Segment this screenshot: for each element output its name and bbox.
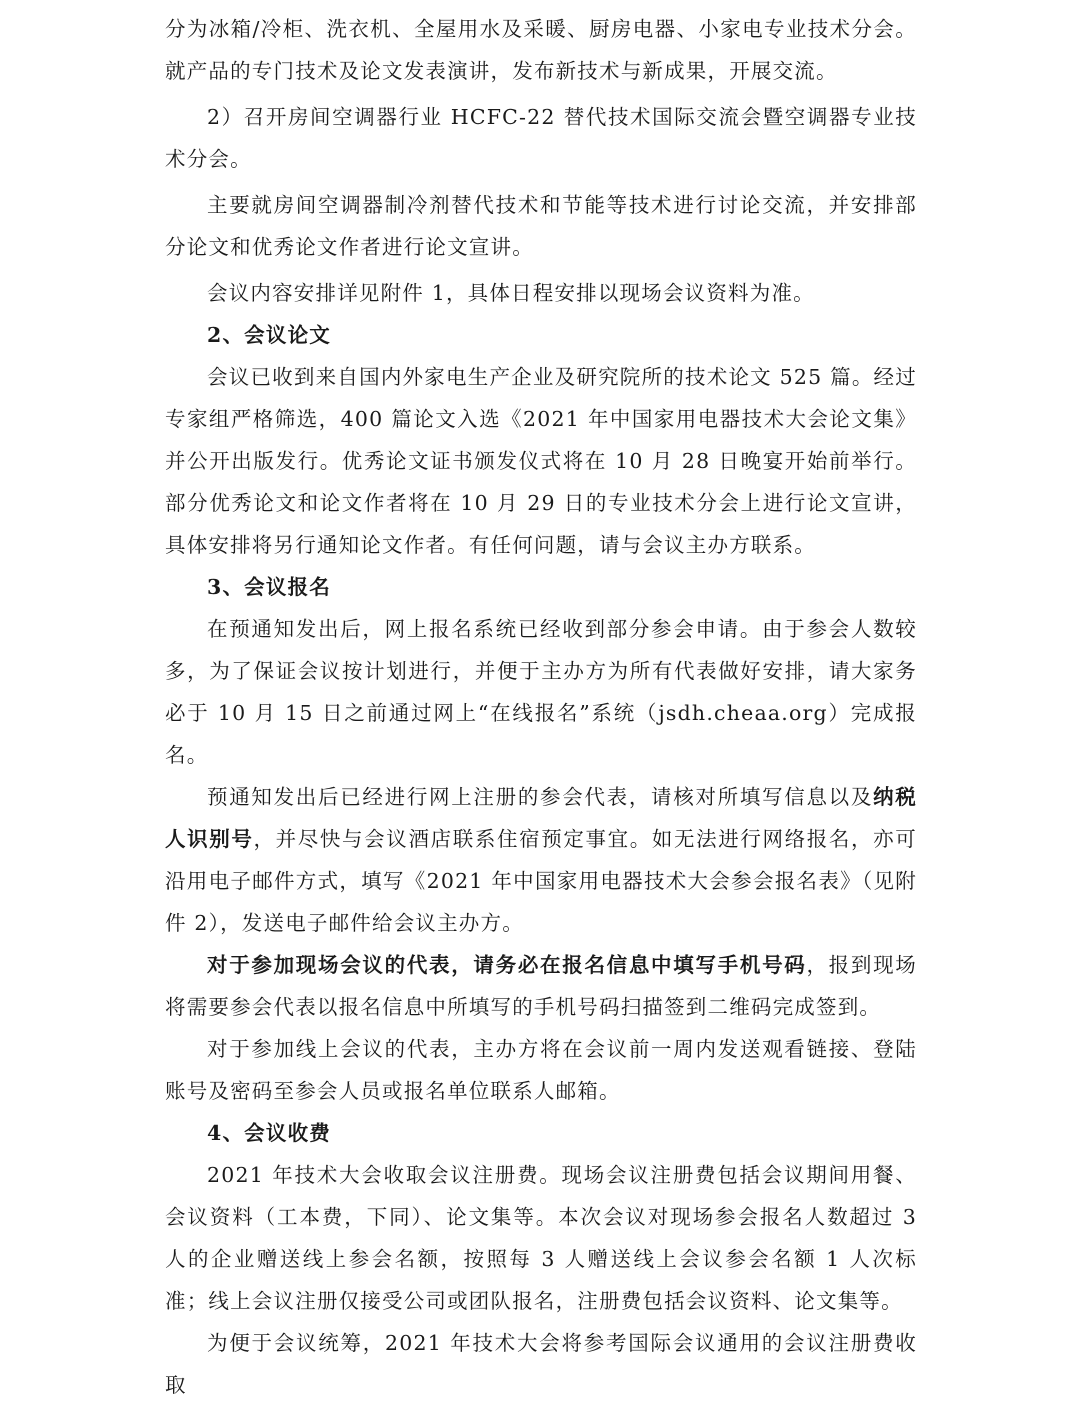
- bold-tax-id: 纳税人识别号: [165, 785, 917, 851]
- paragraph-hcfc22-meeting: 2）召开房间空调器行业 HCFC-22 替代技术国际交流会暨空调器专业技术分会。: [165, 105, 917, 171]
- paragraph-fee-reference: 为便于会议统筹，2021 年技术大会将参考国际会议通用的会议注册费收取: [165, 1331, 917, 1397]
- paragraph-papers: 会议已收到来自国内外家电生产企业及研究院所的技术论文 525 篇。经过专家组严格筛选，400 篇论文入选《2021 年中国家用电器技术大会论文集》并公开出版发行。优秀论文证书颁发仪式将在 10 月 28 日晚宴开始前举行。部分优秀论文和论文作者将在 10 月 29 日的专业技术分会上进行论文宣讲，具体安排将另行通知论文作者。有任何问题，请与会议主办方联系。: [165, 365, 917, 557]
- heading-registration: 3、会议报名: [207, 575, 331, 599]
- text-segment: ，报到现场将需要参会代表以报名信息中所填写的手机号码扫描签到二维码完成签到。: [165, 953, 917, 1019]
- heading-conference-papers: 2、会议论文: [207, 323, 331, 347]
- paragraph-ac-discussion: 主要就房间空调器制冷剂替代技术和节能等技术进行讨论交流，并安排部分论文和优秀论文作者进行论文宣讲。: [165, 193, 917, 259]
- paragraph-agenda-note: 会议内容安排详见附件 1，具体日程安排以现场会议资料为准。: [207, 281, 815, 305]
- paragraph-fees: 2021 年技术大会收取会议注册费。现场会议注册费包括会议期间用餐、会议资料（工本费，下同）、论文集等。本次会议对现场参会报名人数超过 3 人的企业赠送线上参会名额，按照每 3 人赠送线上会议参会名额 1 人次标准；线上会议注册仅接受公司或团队报名，注册费包括会议资料、论文集等。: [165, 1163, 917, 1313]
- bold-phone-requirement: 对于参加现场会议的代表，请务必在报名信息中填写手机号码: [207, 953, 807, 977]
- paragraph-online-delegates: 对于参加线上会议的代表，主办方将在会议前一周内发送观看链接、登陆账号及密码至参会人员或报名单位联系人邮箱。: [165, 1037, 917, 1103]
- paragraph-onsite-delegates: [165, 944, 917, 1028]
- document-body: [165, 8, 917, 1406]
- text-segment: 预通知发出后已经进行网上注册的参会代表，请核对所填写信息以及: [207, 785, 874, 809]
- heading-fees: 4、会议收费: [207, 1121, 331, 1145]
- paragraph-subcommittees: 分为冰箱/冷柜、洗衣机、全屋用水及采暖、厨房电器、小家电专业技术分会。就产品的专门技术及论文发表演讲，发布新技术与新成果，开展交流。: [165, 17, 917, 83]
- text-segment: ，并尽快与会议酒店联系住宿预定事宜。如无法进行网络报名，亦可沿用电子邮件方式，填写《2021 年中国家用电器技术大会参会报名表》（见附件 2），发送电子邮件给会议主办方。: [165, 827, 917, 935]
- paragraph-registration: 在预通知发出后，网上报名系统已经收到部分参会申请。由于参会人数较多，为了保证会议按计划进行，并便于主办方为所有代表做好安排，请大家务必于 10 月 15 日之前通过网上“在线报名”系统（jsdh.cheaa.org）完成报名。: [165, 617, 917, 767]
- paragraph-registered-delegates: [165, 776, 917, 944]
